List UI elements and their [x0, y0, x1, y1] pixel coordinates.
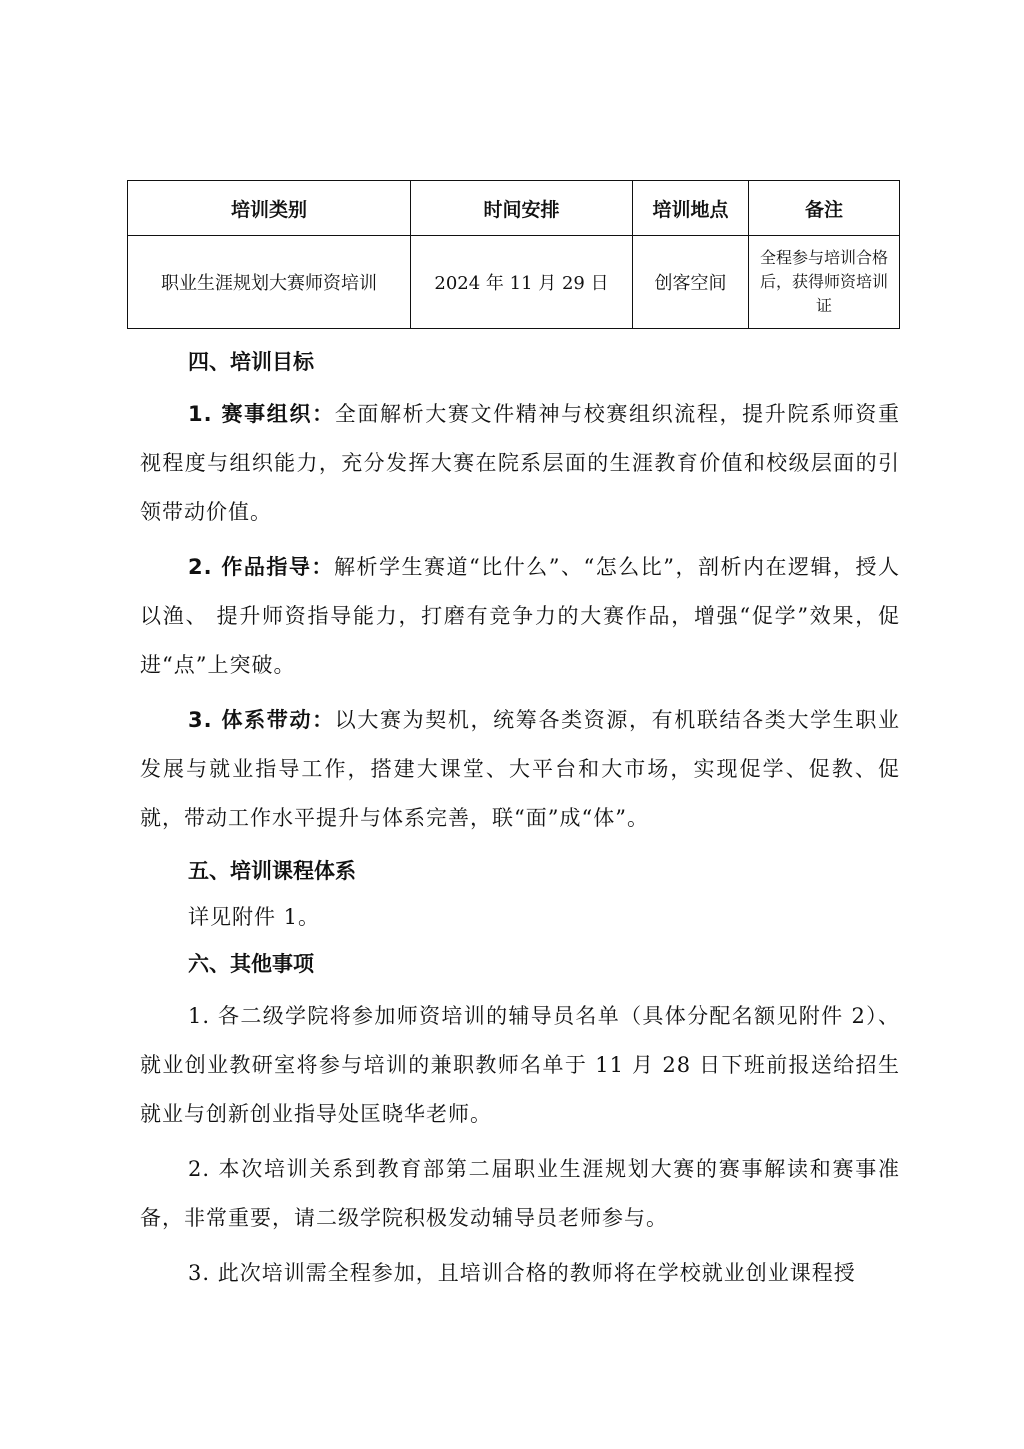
- header-category: 培训类别: [128, 181, 411, 236]
- goal-item-3: [140, 696, 900, 843]
- cell-time: 2024 年 11 月 29 日: [411, 236, 633, 329]
- cell-category: 职业生涯规划大赛师资培训: [128, 236, 411, 329]
- section-heading-other: 六、其他事项: [188, 952, 314, 976]
- curriculum-text: 详见附件 1。: [188, 905, 321, 929]
- other-item-2: 2. 本次培训关系到教育部第二届职业生涯规划大赛的赛事解读和赛事准备，非常重要，请二级学院积极发动辅导员老师参与。: [140, 1157, 900, 1230]
- goal-item-3-title: 3. 体系带动：: [188, 708, 335, 732]
- other-item-3: 3. 此次培训需全程参加，且培训合格的教师将在学校就业创业课程授: [188, 1261, 856, 1285]
- goal-item-2: [140, 543, 900, 690]
- goal-item-1: [140, 390, 900, 537]
- goal-item-3-text: 以大赛为契机，统筹各类资源，有机联结各类大学生职业发展与就业指导工作，搭建大课堂、大平台和大市场，实现促学、促教、促就，带动工作水平提升与体系完善，联“面”成“体”。: [140, 708, 900, 830]
- goal-item-1-title: 1. 赛事组织：: [188, 402, 335, 426]
- goal-item-2-text: 解析学生赛道“比什么”、“怎么比”，剖析内在逻辑，授人以渔、 提升师资指导能力，打磨有竞争力的大赛作品，增强“促学”效果，促进“点”上突破。: [140, 555, 900, 677]
- table-row: [128, 236, 900, 329]
- goal-item-2-title: 2. 作品指导：: [188, 555, 334, 579]
- other-item-1: 1. 各二级学院将参加师资培训的辅导员名单（具体分配名额见附件 2）、就业创业教研室将参与培训的兼职教师名单于 11 月 28 日下班前报送给招生就业与创新创业指导处匡晓华老师。: [140, 1004, 900, 1126]
- table-header-row: [128, 181, 900, 236]
- header-location: 培训地点: [633, 181, 749, 236]
- section-heading-curriculum: 五、培训课程体系: [188, 859, 356, 883]
- goal-item-1-text: 全面解析大赛文件精神与校赛组织流程，提升院系师资重视程度与组织能力，充分发挥大赛在院系层面的生涯教育价值和校级层面的引领带动价值。: [140, 402, 900, 524]
- document-body: [140, 340, 900, 1298]
- header-time: 时间安排: [411, 181, 633, 236]
- section-heading-goals: 四、培训目标: [188, 350, 314, 374]
- training-schedule-table: [127, 180, 900, 329]
- header-note: 备注: [749, 181, 900, 236]
- cell-location: 创客空间: [633, 236, 749, 329]
- cell-note: 全程参与培训合格后，获得师资培训证: [749, 236, 900, 329]
